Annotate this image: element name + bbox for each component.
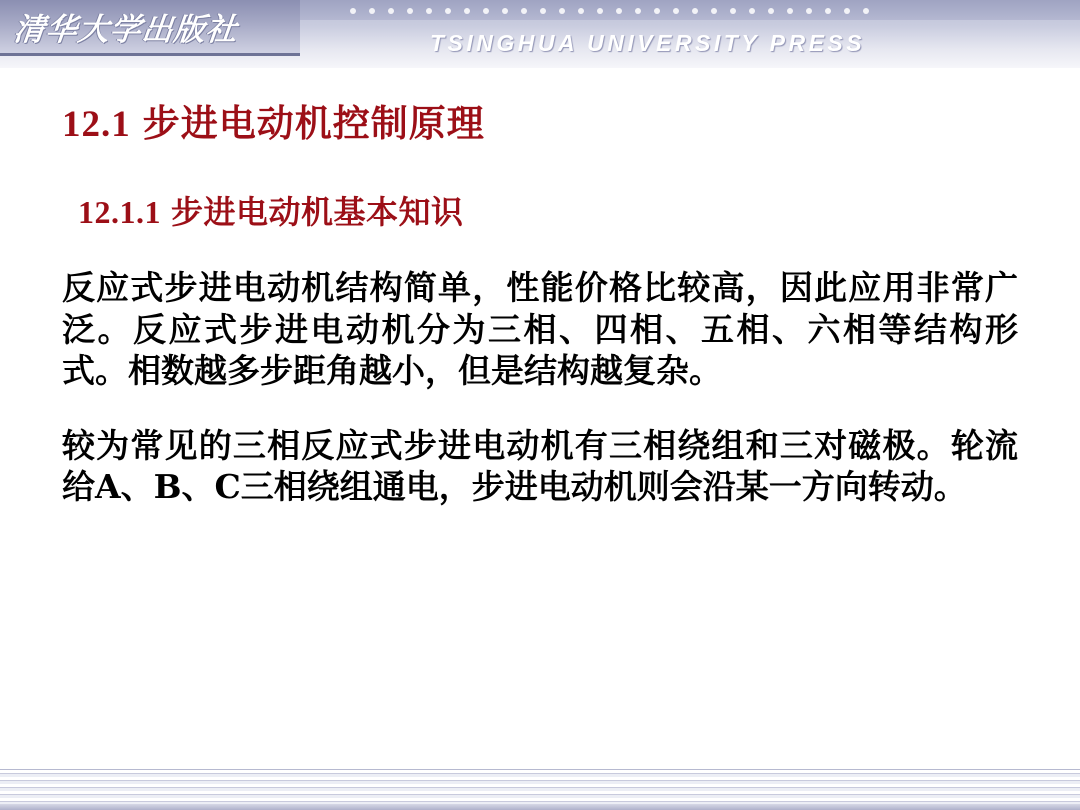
slide-header xyxy=(0,0,1080,68)
header-dot xyxy=(464,8,470,14)
header-dot xyxy=(369,8,375,14)
header-dot xyxy=(863,8,869,14)
header-dot xyxy=(768,8,774,14)
publisher-logo xyxy=(0,0,300,56)
body-paragraph-2: 较为常见的三相反应式步进电动机有三相绕组和三对磁极。轮流给A、B、C三相绕组通电，步进电动机则会沿某一方向转动。 xyxy=(62,425,1018,507)
header-dot xyxy=(825,8,831,14)
header-dot xyxy=(787,8,793,14)
header-dot xyxy=(616,8,622,14)
header-dot xyxy=(388,8,394,14)
header-dot xyxy=(445,8,451,14)
subsection-heading xyxy=(78,187,1018,233)
header-dot xyxy=(426,8,432,14)
header-dot xyxy=(521,8,527,14)
section-heading xyxy=(62,93,1018,147)
header-dot xyxy=(654,8,660,14)
header-dot xyxy=(578,8,584,14)
header-dot xyxy=(749,8,755,14)
subsection-title: 步进电动机基本知识 xyxy=(171,193,464,231)
header-dot xyxy=(540,8,546,14)
header-dot xyxy=(483,8,489,14)
header-dot xyxy=(350,8,356,14)
footer-accent-bar xyxy=(0,804,1080,810)
body-paragraph-1: 反应式步进电动机结构简单，性能价格比较高，因此应用非常广泛。反应式步进电动机分为三相、四相、五相、六相等结构形式。相数越多步距角越小，但是结构越复杂。 xyxy=(62,268,1018,391)
header-dot xyxy=(597,8,603,14)
header-dot xyxy=(673,8,679,14)
publisher-logo-text: 清华大学出版社 xyxy=(11,12,240,48)
header-dot xyxy=(635,8,641,14)
subsection-number: 12.1.1 xyxy=(78,194,161,230)
section-number: 12.1 xyxy=(62,104,131,145)
header-dot xyxy=(559,8,565,14)
press-title: TSINGHUA UNIVERSITY PRESS xyxy=(430,30,866,56)
header-dot xyxy=(730,8,736,14)
slide-content xyxy=(0,68,1080,768)
header-dot xyxy=(692,8,698,14)
header-dot xyxy=(806,8,812,14)
header-dot xyxy=(407,8,413,14)
header-dot-row xyxy=(350,5,1050,17)
header-dot xyxy=(711,8,717,14)
header-dot xyxy=(502,8,508,14)
section-title: 步进电动机控制原理 xyxy=(142,102,485,145)
slide-footer xyxy=(0,769,1080,810)
header-dot xyxy=(844,8,850,14)
